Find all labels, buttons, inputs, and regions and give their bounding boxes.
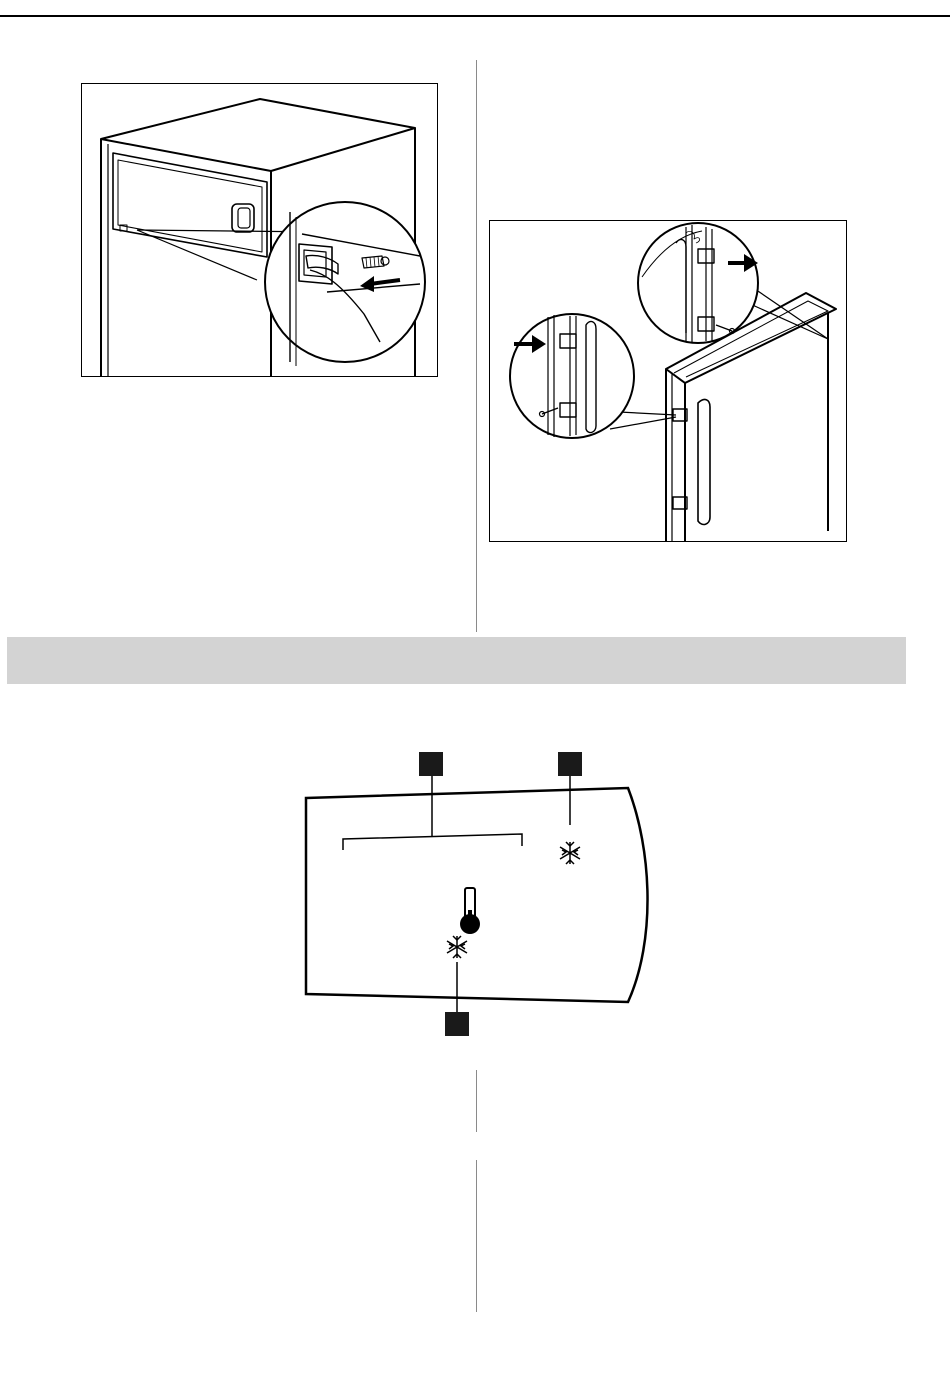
door-hinge-reversal-figure [489,220,847,542]
callout-marker-2 [558,752,582,776]
callout-marker-1 [419,752,443,776]
column-divider [476,1160,477,1312]
column-divider [476,1070,477,1132]
section-heading-band [7,637,906,684]
callout-marker-3 [445,1012,469,1036]
top-hinge-cover-figure [81,83,438,377]
column-divider [476,60,477,632]
panel-outline [306,788,648,1002]
top-rule [0,15,950,17]
control-panel-diagram [300,750,670,1040]
